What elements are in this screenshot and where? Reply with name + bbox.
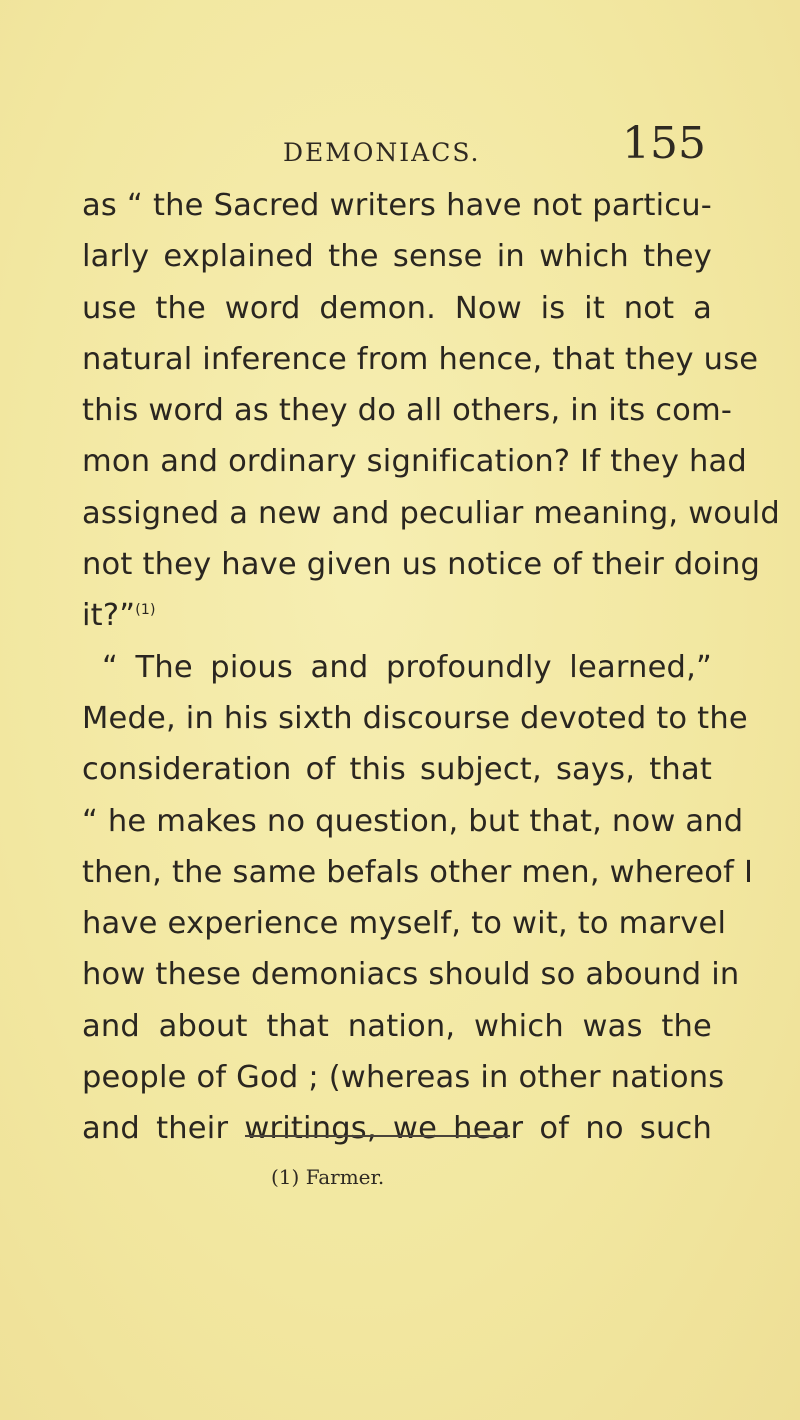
text-line: then, the same befals other men, whereof I [82,854,754,890]
text-line: consideration of this subject, says, that [82,752,712,788]
text-line: it?” [82,598,136,634]
text-line: “ The pious and profoundly learned,” [102,649,712,685]
footnote-divider [245,1135,510,1137]
text-line: Mede, in his sixth discourse devoted to the [82,700,748,736]
text-line-with-footnote [82,590,712,641]
text-line: use the word demon. Now is it not a [82,290,712,326]
text-line: assigned a new and peculiar meaning, would [82,495,780,531]
text-line: as “ the Sacred writers have not particu- [82,188,712,223]
text-line: this word as they do all others, in its com- [82,393,733,429]
text-line: have experience myself, to wit, to marvel [82,906,727,942]
page-number: 155 [622,118,706,169]
footnote: (1) Farmer. [271,1165,385,1189]
text-line: larly explained the sense in which they [82,239,712,275]
text-line: natural inference from hence, that they use [82,341,759,377]
text-line: and about that nation, which was the [82,1008,712,1044]
text-line: not they have given us notice of their doing [82,547,761,583]
text-line: “ he makes no question, but that, now and [82,803,744,839]
text-line: and their writings, we hear of no such [82,1111,712,1147]
text-line: mon and ordinary signification? If they had [82,444,747,480]
footnote-reference: (1) [135,602,156,619]
body-text [82,180,780,1155]
running-head: DEMONIACS. [283,138,481,167]
text-line: people of God ; (whereas in other nations [82,1060,725,1096]
text-line: how these demoniacs should so abound in [82,957,740,993]
